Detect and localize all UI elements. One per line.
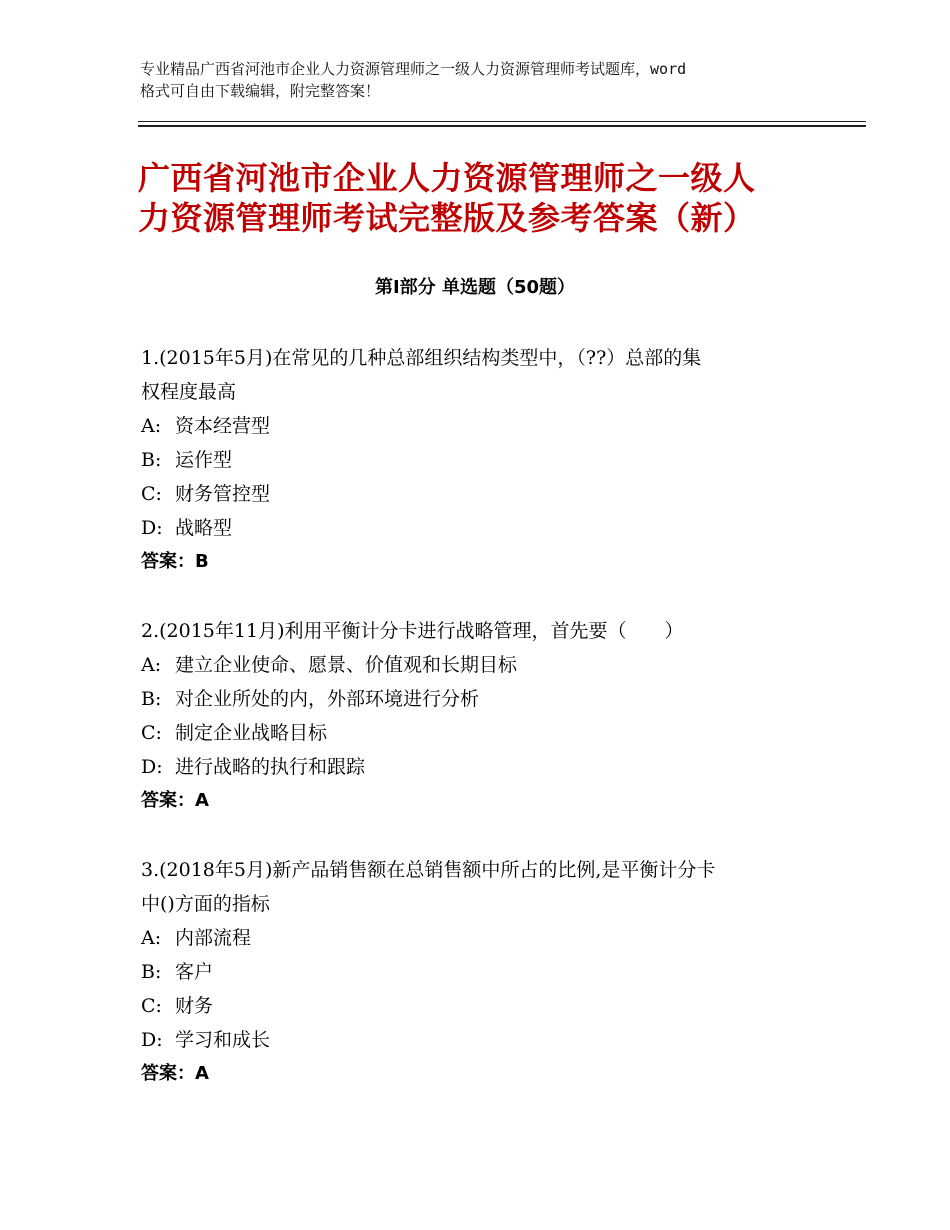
option-letter: B: — [141, 688, 162, 710]
option-text: 内部流程 — [175, 927, 252, 949]
question-stem — [141, 341, 821, 409]
answer-label: 答案： — [141, 551, 195, 572]
document-title-line2: 力资源管理师考试完整版及参考答案（新） — [138, 199, 756, 237]
option-a — [141, 409, 821, 443]
header-divider-thin — [138, 121, 866, 122]
answer-line — [141, 545, 821, 579]
question-stem-line1: 3.(2018年5月)新产品销售额在总销售额中所占的比例,是平衡计分卡 — [141, 859, 716, 881]
header-divider-thick — [138, 125, 866, 127]
option-a — [141, 648, 821, 682]
option-text: 对企业所处的内，外部环境进行分析 — [175, 688, 480, 710]
answer-label: 答案： — [141, 790, 195, 811]
question-1 — [141, 341, 821, 579]
option-letter: B: — [141, 961, 162, 983]
option-text: 制定企业战略目标 — [175, 722, 328, 744]
option-text: 运作型 — [175, 449, 233, 471]
question-stem — [141, 853, 821, 921]
header-note-line1: 专业精品广西省河池市企业人力资源管理师之一级人力资源管理师考试题库，word — [140, 60, 687, 78]
section-heading: 第Ⅰ部分 单选题（50题） — [374, 277, 575, 298]
option-letter: D: — [141, 756, 163, 778]
option-letter: A: — [141, 654, 162, 676]
header-note — [140, 58, 830, 102]
option-letter: C: — [141, 995, 162, 1017]
option-letter: D: — [141, 517, 163, 539]
option-c — [141, 989, 821, 1023]
answer-value: B — [195, 551, 209, 572]
option-text: 战略型 — [175, 517, 233, 539]
answer-value: A — [195, 1063, 209, 1084]
answer-line — [141, 1057, 821, 1091]
option-letter: C: — [141, 483, 162, 505]
question-stem-line2: 权程度最高 — [141, 381, 237, 403]
option-b — [141, 955, 821, 989]
option-letter: A: — [141, 415, 162, 437]
option-text: 资本经营型 — [175, 415, 271, 437]
option-letter: D: — [141, 1029, 163, 1051]
option-b — [141, 682, 821, 716]
option-text: 客户 — [175, 961, 214, 983]
option-text: 学习和成长 — [175, 1029, 271, 1051]
option-text: 进行战略的执行和跟踪 — [175, 756, 366, 778]
option-letter: C: — [141, 722, 162, 744]
option-d — [141, 511, 821, 545]
option-letter: B: — [141, 449, 162, 471]
option-d — [141, 750, 821, 784]
header-note-line2: 格式可自由下载编辑，附完整答案！ — [140, 82, 381, 100]
question-stem-line1: 1.(2015年5月)在常见的几种总部组织结构类型中，（??）总部的集 — [141, 347, 702, 369]
answer-value: A — [195, 790, 209, 811]
option-letter: A: — [141, 927, 162, 949]
option-b — [141, 443, 821, 477]
option-text: 建立企业使命、愿景、价值观和长期目标 — [175, 654, 518, 676]
document-title — [138, 158, 868, 238]
answer-label: 答案： — [141, 1063, 195, 1084]
option-d — [141, 1023, 821, 1057]
option-text: 财务 — [175, 995, 214, 1017]
answer-line — [141, 784, 821, 818]
option-a — [141, 921, 821, 955]
option-c — [141, 716, 821, 750]
question-3 — [141, 853, 821, 1091]
option-c — [141, 477, 821, 511]
question-stem-line2: 中()方面的指标 — [141, 893, 270, 915]
option-text: 财务管控型 — [175, 483, 271, 505]
document-title-line1: 广西省河池市企业人力资源管理师之一级人 — [138, 159, 756, 197]
question-2 — [141, 614, 821, 818]
question-stem-line1: 2.(2015年11月)利用平衡计分卡进行战略管理，首先要（ ） — [141, 620, 684, 642]
question-stem — [141, 614, 821, 648]
